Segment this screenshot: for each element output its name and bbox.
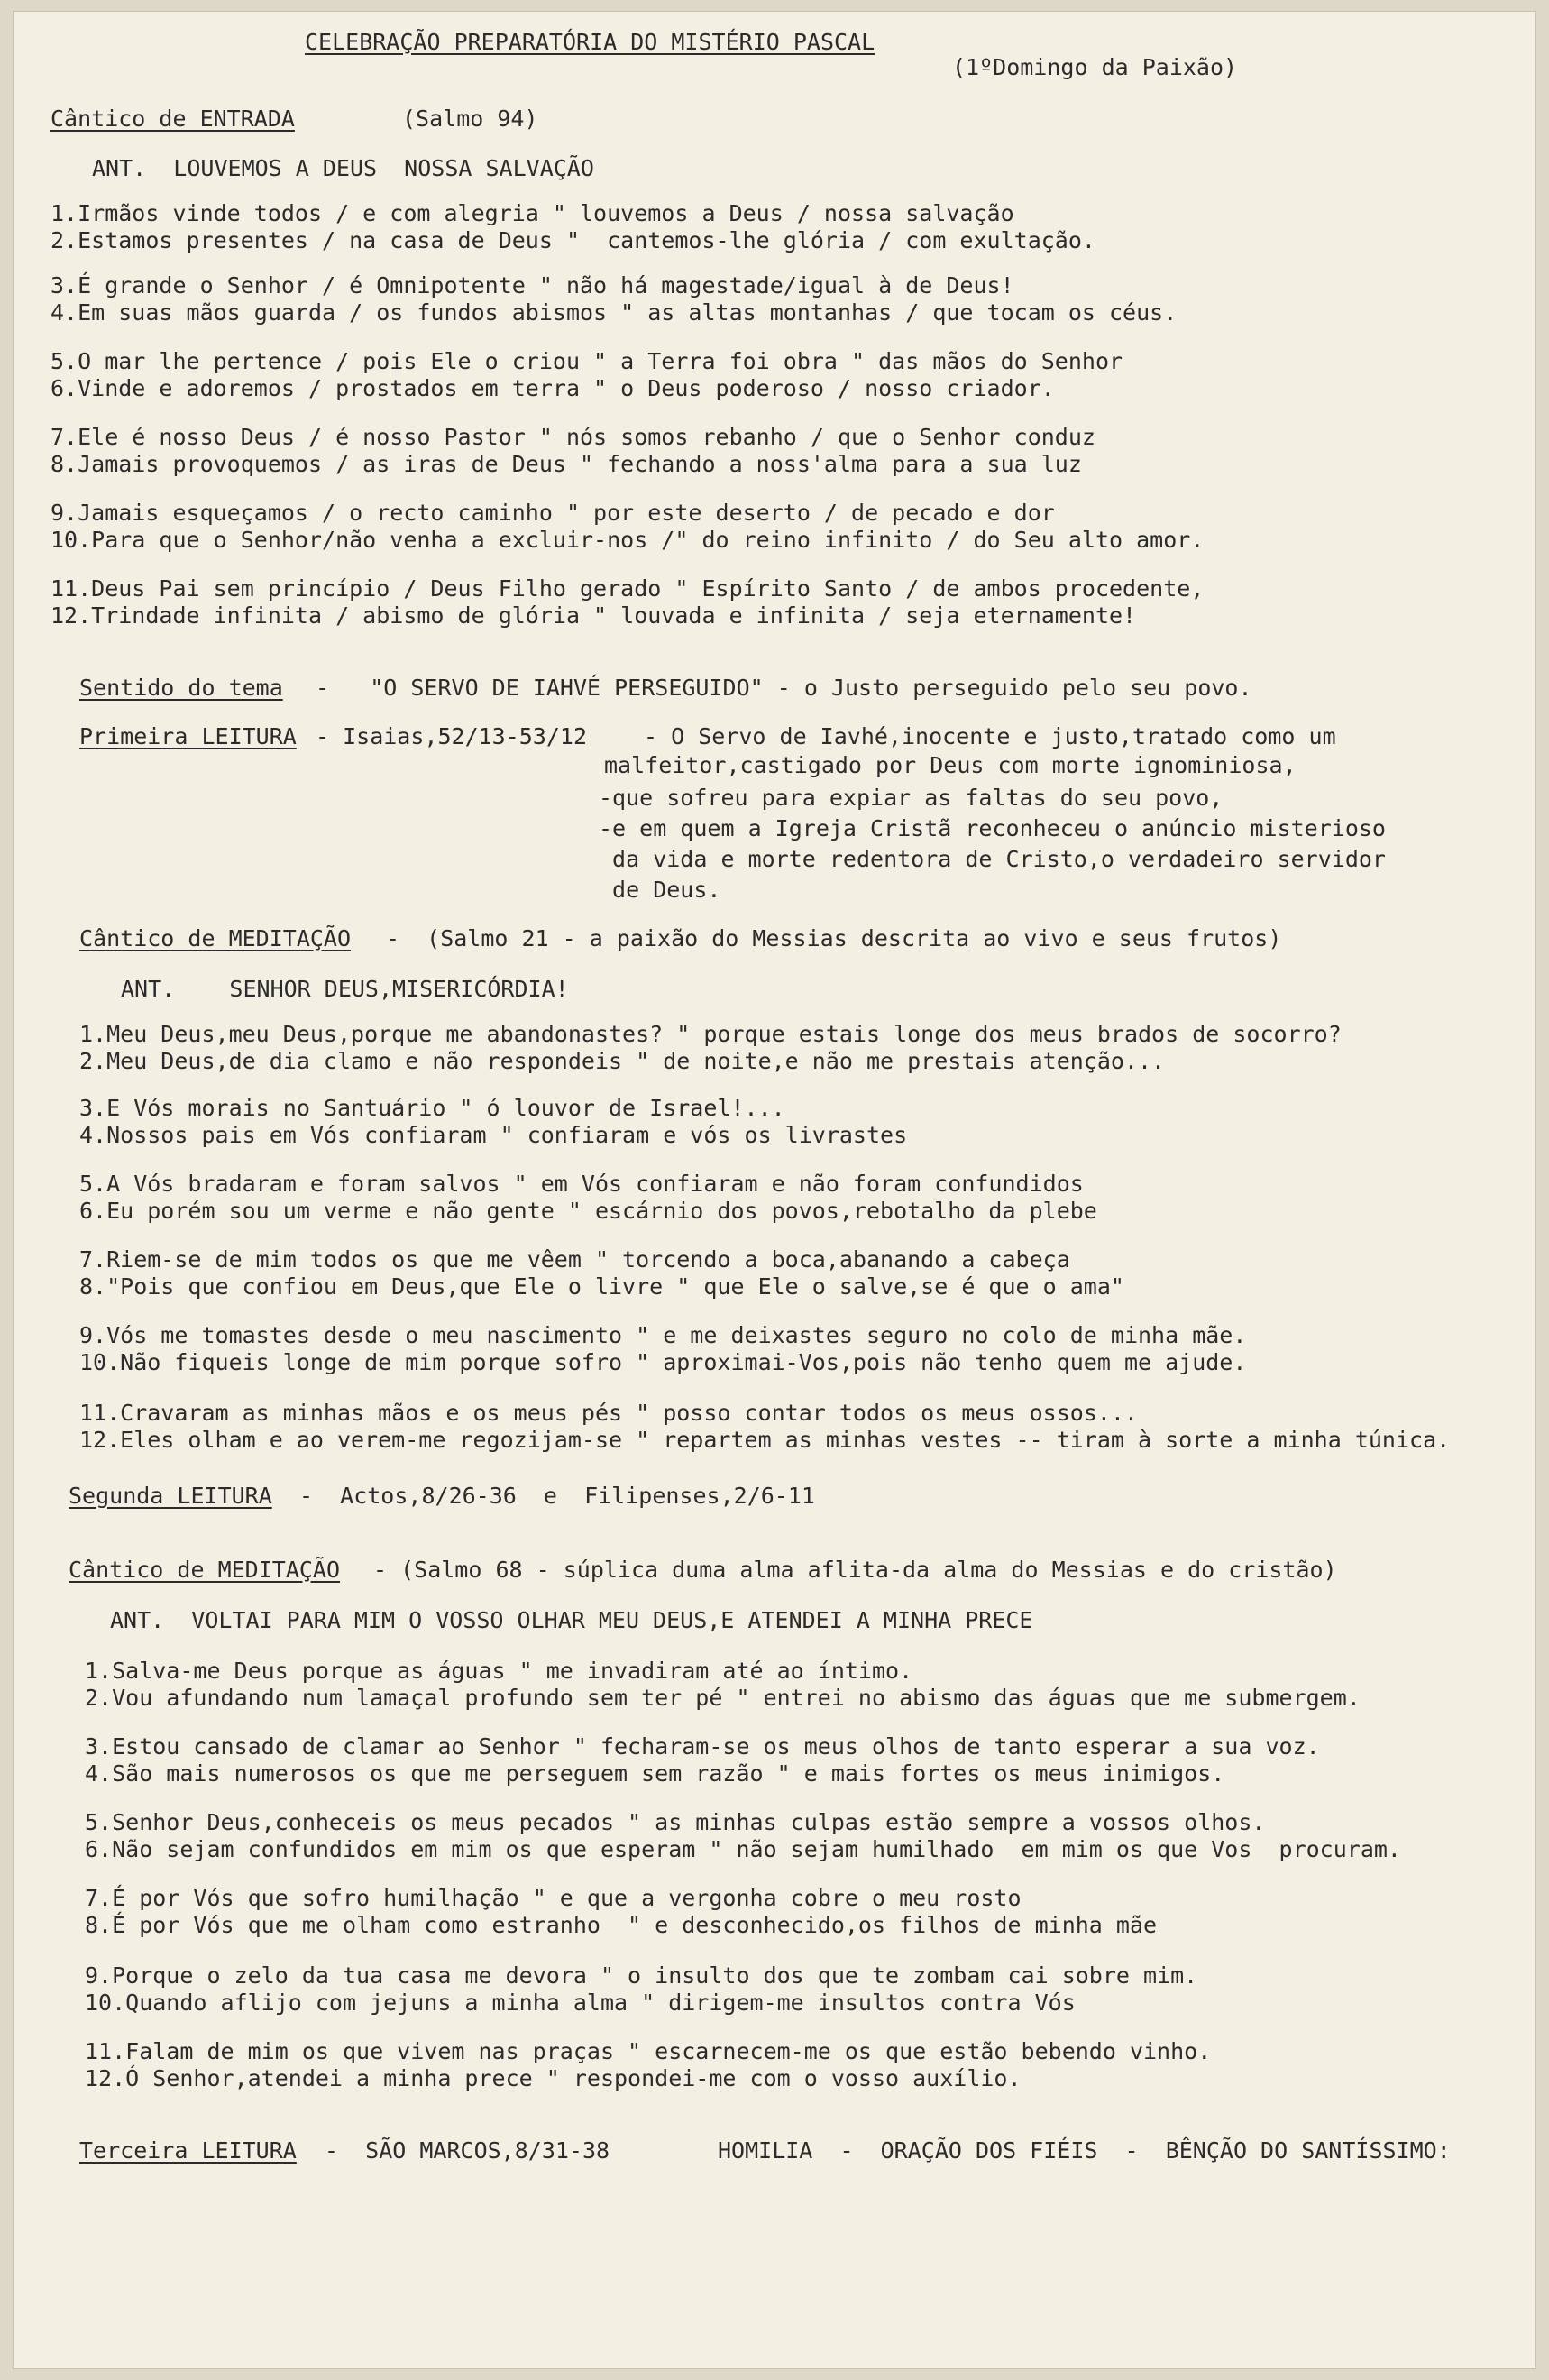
section-label-sentido: Sentido do tema <box>79 675 283 701</box>
verse-line: 8.É por Vós que me olham como estranho " e desconhecido,os filhos de minha mãe <box>85 1912 1158 1938</box>
verse-line: 11.Cravaram as minhas mãos e os meus pés " posso contar todos os meus ossos... <box>79 1400 1138 1426</box>
psalm-reference: - (Salmo 21 - a paixão do Messias descrita ao vivo e seus frutos) <box>386 925 1282 951</box>
section-label-meditacao: Cântico de MEDITAÇÃO <box>69 1557 341 1583</box>
verse-line: 2.Estamos presentes / na casa de Deus " cantemos-lhe glória / com exultação. <box>50 227 1095 253</box>
verse-line: 4.Nossos pais em Vós confiaram " confiaram e vós os livrastes <box>79 1122 908 1148</box>
verse-line: 12.Ó Senhor,atendei a minha prece " respondei-me com o vosso auxílio. <box>85 2065 1022 2091</box>
reading-reference: - Isaias,52/13-53/12 <box>316 723 588 749</box>
verse-line: 8.Jamais provoquemos / as iras de Deus " fechando a noss'alma para a sua luz <box>50 451 1082 477</box>
verse-line: 7.Ele é nosso Deus / é nosso Pastor " nós somos rebanho / que o Senhor conduz <box>50 424 1095 450</box>
theme-text: - "O SERVO DE IAHVÉ PERSEGUIDO" - o Justo perseguido pelo seu povo. <box>316 675 1252 701</box>
reading-note: de Deus. <box>599 877 721 903</box>
reading-note: - O Servo de Iavhé,inocente e justo,tratado como um <box>644 723 1336 749</box>
verse-line: 10.Quando aflijo com jejuns a minha alma " dirigem-me insultos contra Vós <box>85 1989 1076 2016</box>
verse-line: 3.Estou cansado de clamar ao Senhor " fecharam-se os meus olhos de tanto esperar a sua voz. <box>85 1733 1320 1760</box>
reading-reference: - Actos,8/26-36 e Filipenses,2/6-11 <box>299 1483 815 1509</box>
reading-note: -que sofreu para expiar as faltas do seu povo, <box>599 785 1224 811</box>
verse-line: 12.Eles olham e ao verem-me regozijam-se " repartem as minhas vestes -- tiram à sorte a minha túnica. <box>79 1427 1451 1453</box>
reading-note: malfeitor,castigado por Deus com morte ignominiosa, <box>604 752 1297 778</box>
verse-line: 10.Não fiqueis longe de mim porque sofro " aproximai-Vos,pois não tenho quem me ajude. <box>79 1349 1247 1375</box>
verse-line: 3.E Vós morais no Santuário " ó louvor de Israel!... <box>79 1095 785 1121</box>
verse-line: 5.A Vós bradaram e foram salvos " em Vós confiaram e não foram confundidos <box>79 1171 1084 1197</box>
verse-line: 6.Eu porém sou um verme e não gente " escárnio dos povos,rebotalho da plebe <box>79 1198 1097 1224</box>
reading-note: da vida e morte redentora de Cristo,o verdadeiro servidor <box>599 846 1386 872</box>
verse-line: 1.Irmãos vinde todos / e com alegria " louvemos a Deus / nossa salvação <box>50 200 1014 226</box>
verse-line: 10.Para que o Senhor/não venha a excluir-nos /" do reino infinito / do Seu alto amor. <box>50 527 1205 553</box>
verse-line: 1.Meu Deus,meu Deus,porque me abandonastes? " porque estais longe dos meus brados de socorro? <box>79 1021 1342 1047</box>
verse-line: 11.Deus Pai sem princípio / Deus Filho gerado " Espírito Santo / de ambos procedente, <box>50 575 1205 602</box>
document-title: CELEBRAÇÃO PREPARATÓRIA DO MISTÉRIO PASCAL <box>305 29 875 55</box>
antiphon: ANT. VOLTAI PARA MIM O VOSSO OLHAR MEU DEUS,E ATENDEI A MINHA PRECE <box>110 1607 1033 1633</box>
reading-note: -e em quem a Igreja Cristã reconheceu o anúncio misterioso <box>599 815 1386 841</box>
verse-line: 11.Falam de mim os que vivem nas praças " escarnecem-me os que estão bebendo vinho. <box>85 2038 1212 2064</box>
verse-line: 5.O mar lhe pertence / pois Ele o criou " a Terra foi obra " das mãos do Senhor <box>50 348 1123 374</box>
verse-line: 9.Jamais esqueçamos / o recto caminho " por este deserto / de pecado e dor <box>50 500 1055 526</box>
verse-line: 6.Vinde e adoremos / prostados em terra " o Deus poderoso / nosso criador. <box>50 375 1055 401</box>
document-subtitle: (1ºDomingo da Paixão) <box>952 54 1238 80</box>
document-page <box>13 11 1536 2369</box>
psalm-reference: (Salmo 94) <box>402 106 538 132</box>
verse-line: 1.Salva-me Deus porque as águas " me invadiram até ao íntimo. <box>85 1658 913 1684</box>
section-label-entrada: Cântico de ENTRADA <box>50 106 295 132</box>
antiphon: ANT. LOUVEMOS A DEUS NOSSA SALVAÇÃO <box>92 155 594 181</box>
reading-reference: - SÃO MARCOS,8/31-38 <box>325 2137 610 2164</box>
section-label-segunda-leitura: Segunda LEITURA <box>69 1483 272 1509</box>
section-label-terceira-leitura: Terceira LEITURA <box>79 2137 297 2164</box>
verse-line: 5.Senhor Deus,conheceis os meus pecados " as minhas culpas estão sempre a vossos olhos. <box>85 1809 1266 1835</box>
verse-line: 7.É por Vós que sofro humilhação " e que a vergonha cobre o meu rosto <box>85 1885 1022 1911</box>
verse-line: 9.Vós me tomastes desde o meu nascimento " e me deixastes seguro no colo de minha mãe. <box>79 1322 1247 1348</box>
verse-line: 2.Meu Deus,de dia clamo e não respondeis " de noite,e não me prestais atenção... <box>79 1048 1166 1074</box>
closing-rites: HOMILIA - ORAÇÃO DOS FIÉIS - BÊNÇÃO DO SANTÍSSIMO: <box>718 2137 1451 2164</box>
verse-line: 2.Vou afundando num lamaçal profundo sem ter pé " entrei no abismo das águas que me submergem. <box>85 1685 1361 1711</box>
psalm-reference: - (Salmo 68 - súplica duma alma aflita-da alma do Messias e do cristão) <box>373 1557 1337 1583</box>
verse-line: 4.São mais numerosos os que me perseguem sem razão " e mais fortes os meus inimigos. <box>85 1760 1225 1787</box>
verse-line: 7.Riem-se de mim todos os que me vêem " torcendo a boca,abanando a cabeça <box>79 1246 1070 1273</box>
verse-line: 12.Trindade infinita / abismo de glória " louvada e infinita / seja eternamente! <box>50 602 1137 629</box>
verse-line: 8."Pois que confiou em Deus,que Ele o livre " que Ele o salve,se é que o ama" <box>79 1273 1124 1300</box>
section-label-primeira-leitura: Primeira LEITURA <box>79 723 297 749</box>
verse-line: 9.Porque o zelo da tua casa me devora " o insulto dos que te zombam cai sobre mim. <box>85 1962 1198 1989</box>
antiphon: ANT. SENHOR DEUS,MISERICÓRDIA! <box>121 976 569 1002</box>
verse-line: 6.Não sejam confundidos em mim os que esperam " não sejam humilhado em mim os que Vos procuram. <box>85 1836 1401 1862</box>
verse-line: 3.É grande o Senhor / é Omnipotente " não há magestade/igual à de Deus! <box>50 272 1014 299</box>
verse-line: 4.Em suas mãos guarda / os fundos abismos " as altas montanhas / que tocam os céus. <box>50 299 1178 326</box>
section-label-meditacao: Cântico de MEDITAÇÃO <box>79 925 352 951</box>
